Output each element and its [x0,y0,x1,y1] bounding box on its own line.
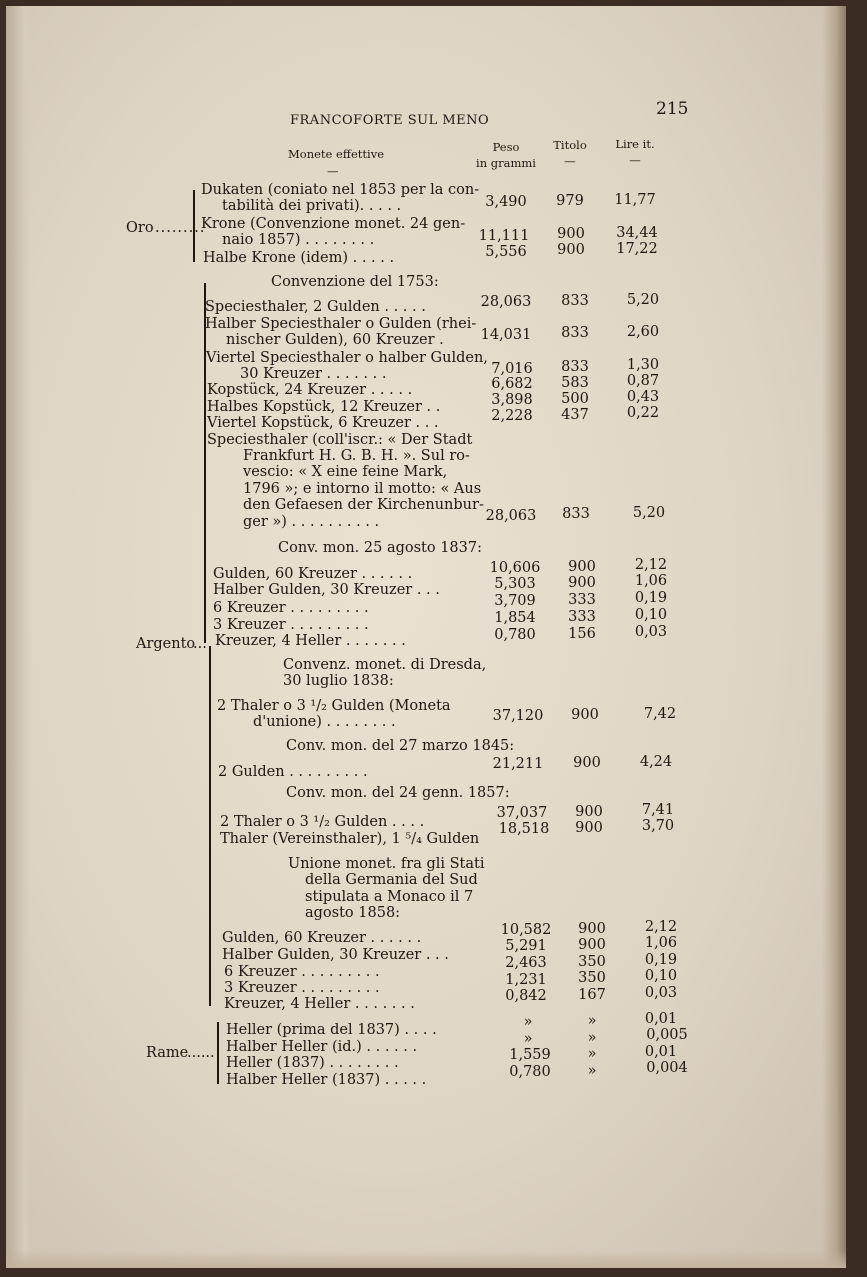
row-label: den Gefaesen der Kirchenunbur- [243,497,484,513]
brace-argento-upper [204,283,206,643]
peso-value: 0,842 [505,988,547,1004]
lire-value: 7,41 [641,802,675,818]
group-label-oro: Oro [126,220,154,236]
row-label: Halber Gulden, 30 Kreuzer . . . [213,582,440,598]
lire-value: 1,06 [644,935,678,951]
row-label: Halber Gulden, 30 Kreuzer . . . [222,947,449,963]
titolo-value: 900 [568,575,596,591]
lire-value: 3,70 [641,818,675,834]
lire-value: 2,12 [644,919,678,935]
peso-value: 6,682 [491,376,533,392]
peso-value: 28,063 [485,508,537,524]
titolo-value: 900 [578,937,606,953]
titolo-value: 900 [575,804,603,820]
lire-value: 0,22 [626,405,660,421]
titolo-value: 350 [578,970,606,986]
row-label: Dukaten (coniato nel 1853 per la con- [201,182,480,198]
lire-value: 4,24 [639,754,673,770]
lire-value: 2,60 [626,324,660,340]
peso-value: 3,898 [491,392,533,408]
section-heading: Convenzione del 1753: [271,274,439,290]
col-header-monete: Monete effettive [288,147,384,161]
row-label: 6 Kreuzer . . . . . . . . . [224,964,380,980]
peso-value: 37,120 [492,708,544,724]
row-label: Kreuzer, 4 Heller . . . . . . . [224,996,415,1012]
col-header-monete-dash: — [327,164,339,178]
row-label: Heller (1837) . . . . . . . . [226,1055,399,1071]
titolo-value: 979 [556,193,584,209]
titolo-value: 437 [561,407,589,423]
row-label: Thaler (Vereinsthaler), 1 ⁵/₄ Gulden [220,831,480,847]
titolo-value: 833 [561,293,589,309]
lire-value: 5,20 [626,292,660,308]
peso-value: 5,291 [505,938,547,954]
leader-dots: ......... [155,220,206,236]
row-label: tabilità dei privati). . . . . [222,198,402,214]
titolo-value: 156 [568,626,596,642]
section-heading: Unione monet. fra gli Stati [288,856,485,872]
peso-value: 7,016 [491,361,533,377]
peso-value: 0,780 [509,1064,551,1080]
row-label: 6 Kreuzer . . . . . . . . . [213,600,369,616]
titolo-value: 900 [578,921,606,937]
row-label: 2 Thaler o 3 ¹/₂ Gulden . . . . [220,814,425,830]
row-label: vescio: « X eine feine Mark, [243,464,448,480]
lire-value: 0,10 [644,968,678,984]
lire-value: 2,12 [634,557,668,573]
page-gutter-shadow [6,6,32,1268]
titolo-value: 333 [568,592,596,608]
peso-value: 28,063 [480,294,532,310]
row-label: Krone (Convenzione monet. 24 gen- [201,216,466,232]
titolo-value: 333 [568,609,596,625]
lire-value: 34,44 [616,225,658,241]
titolo-value: 900 [571,707,599,723]
row-label: Gulden, 60 Kreuzer . . . . . . [213,566,413,582]
row-label: 2 Thaler o 3 ¹/₂ Gulden (Moneta [217,698,451,714]
peso-value: » [523,1014,533,1030]
lire-value: 7,42 [643,706,677,722]
col-header-titolo: Titolo [553,138,587,152]
peso-value: 21,211 [492,756,544,772]
titolo-value: » [587,1013,597,1029]
titolo-value: » [587,1030,597,1046]
col-header-titolo-dash: — [564,154,576,168]
row-label: 2 Gulden . . . . . . . . . [218,764,368,780]
lire-value: 0,004 [646,1060,688,1076]
page-bottom-shadow [6,1250,846,1268]
row-label: 3 Kreuzer . . . . . . . . . [224,980,380,996]
lire-value: 1,30 [626,357,660,373]
lire-value: 17,22 [616,241,658,257]
page-edge-shadow [822,6,846,1268]
row-label: Halber Speciesthaler o Gulden (rhei- [205,316,477,332]
lire-value: 0,43 [626,389,660,405]
row-label: 30 Kreuzer . . . . . . . [240,366,387,382]
row-label: Gulden, 60 Kreuzer . . . . . . [222,930,422,946]
titolo-value: » [587,1046,597,1062]
peso-value: 11,111 [478,228,530,244]
brace-rame [217,1022,219,1084]
titolo-value: 900 [557,226,585,242]
section-heading: agosto 1858: [305,905,401,921]
peso-value: 3,709 [494,593,536,609]
row-label: Heller (prima del 1837) . . . . [226,1022,437,1038]
peso-value: 10,582 [500,922,552,938]
row-label: Halber Heller (id.) . . . . . . [226,1039,418,1055]
titolo-value: 900 [575,820,603,836]
peso-value: 0,780 [494,627,536,643]
section-heading: Conv. mon. del 27 marzo 1845: [286,738,515,754]
row-label: naio 1857) . . . . . . . . [222,232,375,248]
brace-oro [193,190,195,262]
lire-value: 0,01 [644,1044,678,1060]
titolo-value: 500 [561,391,589,407]
row-label: Halbe Krone (idem) . . . . . [203,250,395,266]
titolo-value: » [587,1063,597,1079]
peso-value: 2,228 [491,408,533,424]
titolo-value: 167 [578,987,606,1003]
row-label: Speciesthaler (coll'iscr.: « Der Stadt [207,432,473,448]
titolo-value: 833 [562,506,590,522]
section-heading: Conv. mon. del 24 genn. 1857: [286,785,510,801]
lire-value: 11,77 [614,192,656,208]
row-label: 3 Kreuzer . . . . . . . . . [213,617,369,633]
lire-value: 0,19 [644,952,678,968]
titolo-value: 900 [568,559,596,575]
lire-value: 0,005 [646,1027,688,1043]
peso-value: 5,303 [494,576,536,592]
section-heading: stipulata a Monaco il 7 [305,889,474,905]
row-label: Kopstück, 24 Kreuzer . . . . . [207,382,413,398]
peso-value: 2,463 [505,955,547,971]
col-header-lire-dash: — [629,153,641,167]
peso-value: 1,559 [509,1047,551,1063]
row-label: Viertel Speciesthaler o halber Gulden, [206,350,488,366]
lire-value: 0,03 [644,985,678,1001]
peso-value: » [523,1031,533,1047]
section-heading: 30 luglio 1838: [283,673,394,689]
row-label: d'unione) . . . . . . . . [253,714,396,730]
brace-argento-lower [209,646,211,1006]
lire-value: 0,01 [644,1011,678,1027]
lire-value: 0,10 [634,607,668,623]
section-heading: Convenz. monet. di Dresda, [283,657,487,673]
row-label: Frankfurt H. G. B. H. ». Sul ro- [243,448,470,464]
row-label: nischer Gulden), 60 Kreuzer . [226,332,444,348]
titolo-value: 833 [561,359,589,375]
section-heading: Conv. mon. 25 agosto 1837: [278,540,482,556]
peso-value: 10,606 [489,560,541,576]
titolo-value: 833 [561,325,589,341]
lire-value: 0,19 [634,590,668,606]
section-heading: della Germania del Sud [305,872,478,888]
row-label: Speciesthaler, 2 Gulden . . . . . [205,299,426,315]
row-label: Halber Heller (1837) . . . . . [226,1072,427,1088]
group-label-rame: Rame [146,1045,189,1061]
col-header-peso-sub: in grammi [476,156,536,170]
row-label: 1796 »; e intorno il motto: « Aus [243,481,482,497]
row-label: Kreuzer, 4 Heller . . . . . . . [215,633,406,649]
row-label: ger ») . . . . . . . . . . [243,514,380,530]
titolo-value: 350 [578,954,606,970]
lire-value: 0,87 [626,373,660,389]
col-header-peso: Peso [492,140,520,154]
peso-value: 14,031 [480,327,532,343]
lire-value: 5,20 [632,505,666,521]
row-label: Halbes Kopstück, 12 Kreuzer . . [207,399,441,415]
leader-dots: ...... [187,1045,215,1061]
peso-value: 5,556 [485,244,527,260]
row-label: Viertel Kopstück, 6 Kreuzer . . . [207,415,439,431]
lire-value: 0,03 [634,624,668,640]
peso-value: 18,518 [498,821,550,837]
group-label-argento: Argento [136,636,196,652]
peso-value: 1,231 [505,972,547,988]
page-number: 215 [656,99,689,119]
peso-value: 1,854 [494,610,536,626]
titolo-value: 900 [557,242,585,258]
titolo-value: 583 [561,375,589,391]
peso-value: 37,037 [496,805,548,821]
col-header-lire: Lire it. [615,137,655,151]
leader-dots: ... [193,636,207,652]
lire-value: 1,06 [634,573,668,589]
peso-value: 3,490 [485,194,527,210]
running-title: FRANCOFORTE SUL MENO [290,113,490,128]
titolo-value: 900 [573,755,601,771]
